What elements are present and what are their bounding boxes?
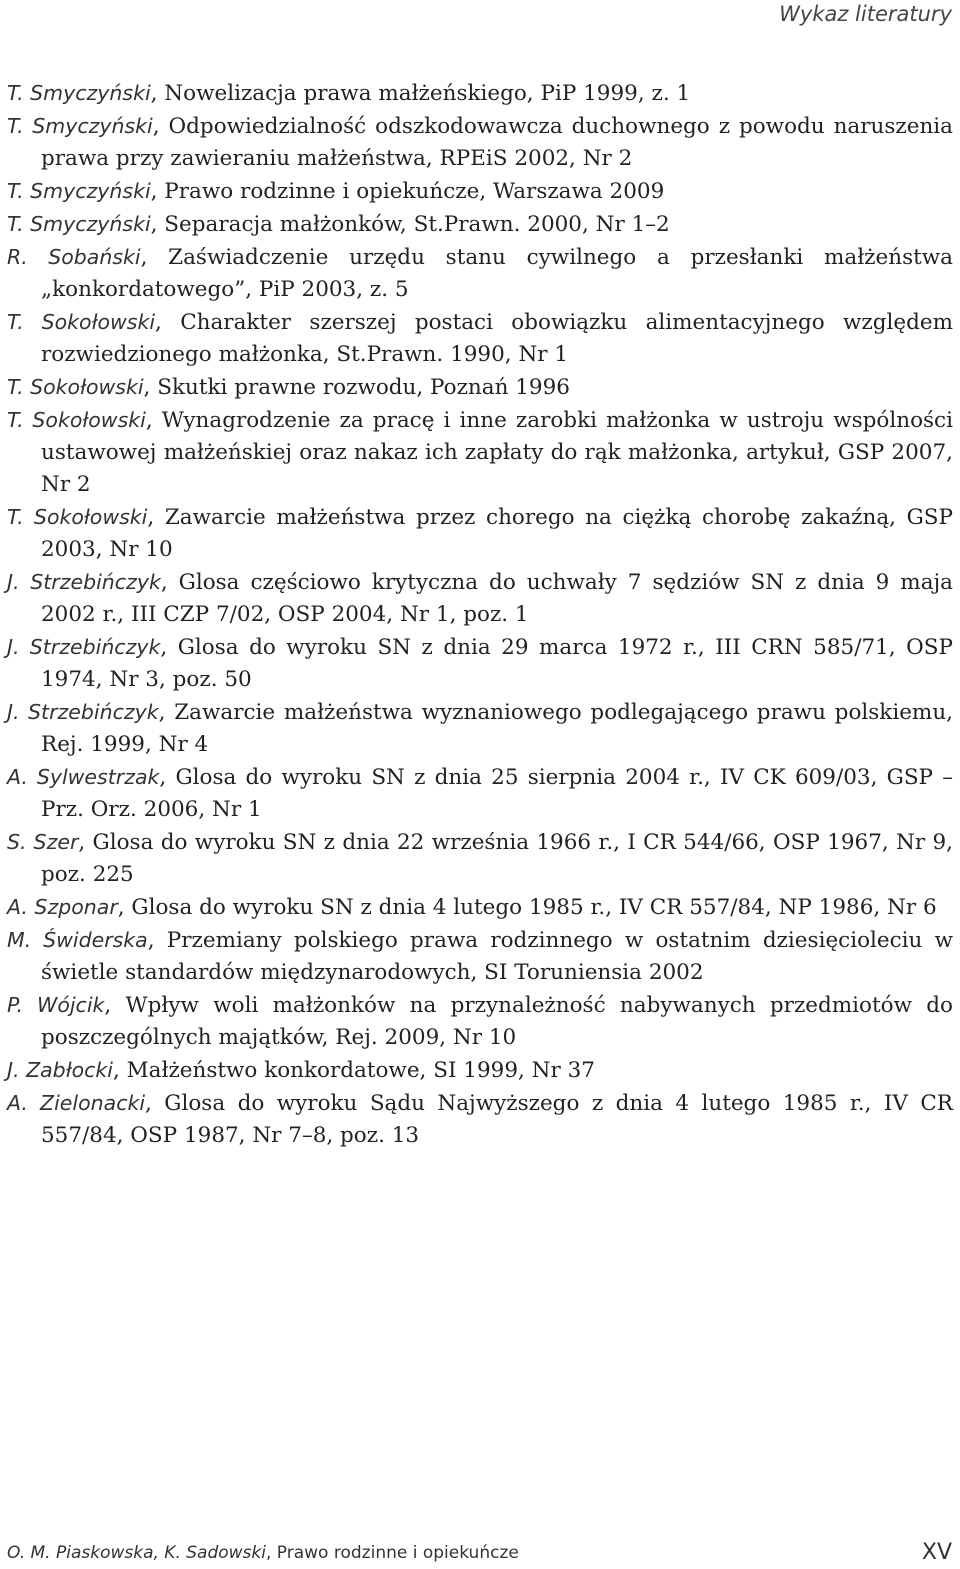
entry-author: T. Sokołowski (7, 310, 156, 334)
bibliography-entry (7, 891, 953, 924)
bibliography-entry (7, 566, 953, 631)
bibliography-entry (7, 175, 953, 208)
entry-author: P. Wójcik (7, 993, 105, 1017)
bibliography-entry (7, 1054, 953, 1087)
entry-author: R. Sobański (7, 245, 141, 269)
entry-text: , Glosa częściowo krytyczna do uchwały 7 sędziów SN z dnia 9 maja 2002 r., III CZP 7/02, OSP 2004, Nr 1, poz. 1 (41, 570, 954, 627)
entry-text: , Separacja małżonków, St.Prawn. 2000, Nr 1–2 (150, 212, 670, 237)
bibliography-entry (7, 371, 953, 404)
bibliography-entry (7, 631, 953, 696)
bibliography-entry (7, 826, 953, 891)
running-footer (7, 1543, 519, 1563)
entry-author: T. Sokołowski (7, 408, 146, 432)
entry-text: , Glosa do wyroku Sądu Najwyższego z dnia 4 lutego 1985 r., IV CR 557/84, OSP 1987, Nr 7–8, poz. 13 (41, 1091, 953, 1148)
bibliography-entry (7, 77, 953, 110)
bibliography-entry (7, 696, 953, 761)
entry-text: , Wynagrodzenie za pracę i inne zarobki małżonka w ustroju wspólności ustawowej małżeńskiej oraz nakaz ich zapłaty do rąk małżonka, artykuł, GSP 2007, Nr 2 (41, 408, 953, 497)
entry-author: S. Szer (7, 830, 79, 854)
entry-author: T. Sokołowski (7, 505, 148, 529)
bibliography-entry (7, 761, 953, 826)
entry-author: T. Smyczyński (7, 212, 151, 236)
entry-author: T. Smyczyński (7, 81, 151, 105)
bibliography-entry (7, 241, 953, 306)
entry-text: , Skutki prawne rozwodu, Poznań 1996 (143, 375, 570, 400)
entry-text: , Glosa do wyroku SN z dnia 22 września 1966 r., I CR 544/66, OSP 1967, Nr 9, poz. 225 (41, 830, 953, 887)
footer-book-title: , Prawo rodzinne i opiekuńcze (265, 1543, 519, 1563)
entry-text: , Glosa do wyroku SN z dnia 4 lutego 1985 r., IV CR 557/84, NP 1986, Nr 6 (117, 895, 937, 920)
entry-text: , Prawo rodzinne i opiekuńcze, Warszawa 2009 (150, 179, 665, 204)
entry-text: , Zawarcie małżeństwa wyznaniowego podlegającego prawu polskiemu, Rej. 1999, Nr 4 (41, 700, 953, 757)
entry-author: J. Zabłocki (7, 1058, 113, 1082)
bibliography-entry (7, 110, 953, 175)
entry-author: J. Strzebińczyk (7, 570, 161, 594)
bibliography-entry (7, 501, 953, 566)
bibliography-list (7, 77, 953, 1152)
entry-text: , Małżeństwo konkordatowe, SI 1999, Nr 37 (112, 1058, 595, 1083)
entry-text: , Nowelizacja prawa małżeńskiego, PiP 1999, z. 1 (150, 81, 691, 106)
bibliography-entry (7, 404, 953, 501)
entry-author: J. Strzebińczyk (7, 635, 161, 659)
entry-author: T. Sokołowski (7, 375, 144, 399)
bibliography-entry (7, 208, 953, 241)
bibliography-entry (7, 306, 953, 371)
bibliography-entry (7, 989, 953, 1054)
entry-text: , Wpływ woli małżonków na przynależność nabywanych przedmiotów do poszczególnych majątków, Rej. 2009, Nr 10 (41, 993, 953, 1050)
entry-text: , Charakter szerszej postaci obowiązku alimentacyjnego względem rozwiedzionego małżonka, St.Prawn. 1990, Nr 1 (41, 310, 953, 367)
entry-text: , Odpowiedzialność odszkodowawcza duchownego z powodu naruszenia prawa przy zawieraniu małżeństwa, RPEiS 2002, Nr 2 (41, 114, 954, 171)
entry-author: T. Smyczyński (7, 179, 151, 203)
entry-text: , Zawarcie małżeństwa przez chorego na ciężką chorobę zakaźną, GSP 2003, Nr 10 (41, 505, 953, 562)
bibliography-entry (7, 924, 953, 989)
entry-author: A. Sylwestrzak (7, 765, 160, 789)
entry-text: , Przemiany polskiego prawa rodzinnego w ostatnim dziesięcioleciu w świetle standardów międzynarodowych, SI Toruniensia 2002 (41, 928, 953, 985)
entry-author: J. Strzebińczyk (7, 700, 159, 724)
bibliography-entry (7, 1087, 953, 1152)
entry-author: T. Smyczyński (7, 114, 153, 138)
footer-authors: O. M. Piaskowska, K. Sadowski (7, 1543, 266, 1563)
page-number: XV (921, 1540, 952, 1565)
running-header: Wykaz literatury (779, 2, 952, 26)
entry-author: A. Szponar (7, 895, 118, 919)
entry-text: , Glosa do wyroku SN z dnia 25 sierpnia 2004 r., IV CK 609/03, GSP – Prz. Orz. 2006, Nr 1 (41, 765, 953, 822)
entry-text: , Zaświadczenie urzędu stanu cywilnego a przesłanki małżeństwa „konkordatowego”, PiP 2003, z. 5 (41, 245, 953, 302)
entry-text: , Glosa do wyroku SN z dnia 29 marca 1972 r., III CRN 585/71, OSP 1974, Nr 3, poz. 50 (41, 635, 953, 692)
entry-author: A. Zielonacki (7, 1091, 146, 1115)
entry-author: M. Świderska (7, 928, 148, 952)
